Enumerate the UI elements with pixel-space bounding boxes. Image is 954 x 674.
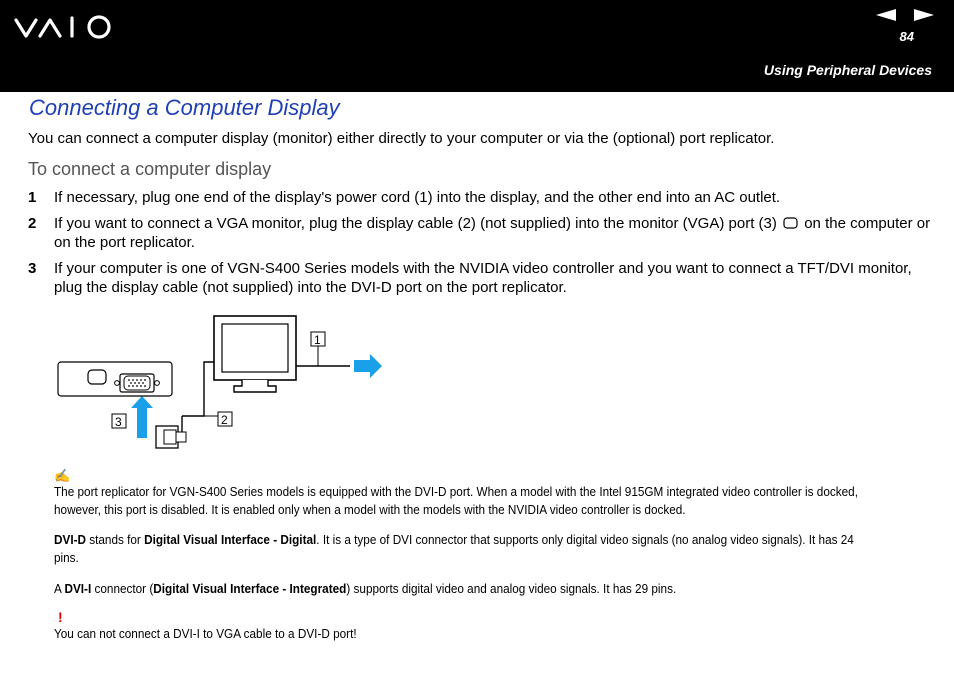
outlet-arrow-icon (354, 354, 382, 378)
step-text: If your computer is one of VGN-S400 Series models with the NVIDIA video controller and you want to connect a TFT/DVI monitor, plug the display cable (not supplied) into the DVI-D port on the port replicator. (54, 260, 912, 296)
intro-paragraph: You can connect a computer display (monitor) either directly to your computer or via the (optional) port replicator. (28, 130, 775, 147)
monitor-illustration (214, 316, 296, 392)
page-nav (876, 8, 936, 24)
warning-icon: ! (58, 609, 63, 625)
label-3: 3 (115, 415, 122, 429)
note-text: The port replicator for VGN-S400 Series models is equipped with the DVI-D port. When a model with the Intel 915GM integrated video controller is docked, however, this port is disabled. It is enabled only when a model with the models with the NVIDIA video controller is docked. (54, 485, 858, 517)
note-pencil-icon: ✍ (54, 468, 71, 483)
procedure-heading: To connect a computer display (28, 159, 272, 179)
port-panel (58, 362, 172, 396)
step-number: 3 (28, 260, 37, 277)
label-2: 2 (221, 413, 228, 427)
next-page-arrow-icon[interactable] (914, 9, 934, 21)
step-text: If necessary, plug one end of the display's power cord (1) into the display, and the other end into an AC outlet. (54, 189, 781, 206)
section-title: Using Peripheral Devices (763, 62, 932, 78)
vaio-logo (14, 12, 124, 42)
step-text: If you want to connect a VGA monitor, plug the display cable (2) (not supplied) into the monitor (VGA) port (3) on the computer or on the port replicator. (54, 215, 931, 251)
previous-page-arrow-icon[interactable] (876, 9, 896, 21)
dvii-definition: A DVI-I connector (Digital Visual Interface - Integrated) supports digital video and analog video signals. It has 29 pins. (54, 582, 677, 596)
insert-arrow-icon (131, 396, 153, 438)
page-number: 84 (899, 29, 914, 44)
label-1: 1 (314, 333, 321, 347)
step-number: 2 (28, 215, 37, 232)
warning-text: You can not connect a DVI-I to VGA cable to a DVI-D port! (54, 627, 357, 641)
dvid-definition: DVI-D stands for Digital Visual Interface - Digital. It is a type of DVI connector that supports only digital video signals (no analog video signals). It has 24 pins. (54, 533, 854, 565)
page-header (0, 0, 954, 92)
vga-plug (156, 416, 186, 448)
monitor-port-icon (783, 217, 798, 229)
display-cable (182, 362, 214, 416)
page-title: Connecting a Computer Display (29, 95, 340, 120)
connection-diagram (52, 312, 392, 458)
step-number: 1 (28, 189, 37, 206)
